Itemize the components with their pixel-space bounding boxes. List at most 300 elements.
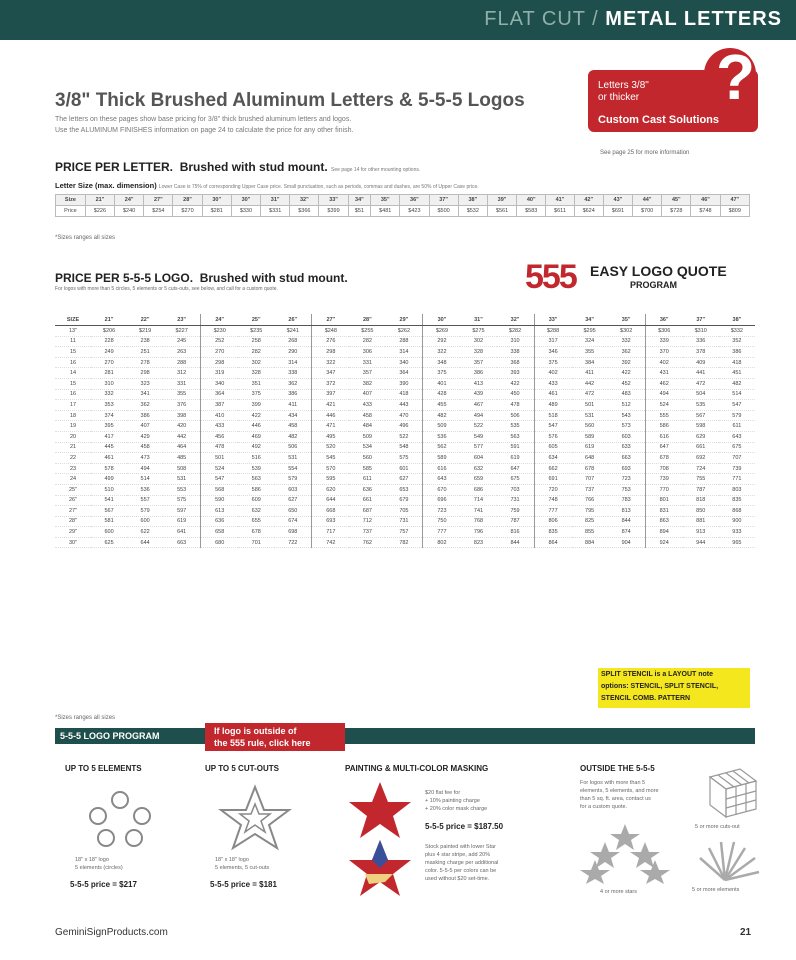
logo-table-cell: 661 — [683, 442, 719, 453]
price-per-letter-heading — [55, 160, 420, 174]
outside-label-cutouts: 5 or more cuts-out — [695, 824, 740, 830]
logo-table-cell: 13" — [55, 326, 91, 337]
logo-table-cell: 386 — [719, 347, 755, 358]
logo-table-cell: 433 — [349, 400, 385, 411]
logo-table-cell: 514 — [719, 389, 755, 400]
logo-table-header-cell: 36" — [645, 314, 683, 326]
logo-table-cell: 429 — [127, 431, 163, 442]
logo-table-cell: 484 — [349, 421, 385, 432]
logo-table-cell: 399 — [238, 400, 274, 411]
logo-table-cell: 268 — [274, 336, 312, 347]
col-painting-caption-1: $20 flat fee for — [425, 790, 461, 796]
logo-table-cell: 600 — [91, 527, 127, 538]
letter-size-cell: 30" — [231, 195, 260, 206]
logo-table-cell: 386 — [460, 368, 496, 379]
logo-table-cell: 577 — [460, 442, 496, 453]
letter-size-cell: 31" — [261, 195, 290, 206]
split-stencil-line-2: options: STENCIL, SPLIT STENCIL, — [601, 683, 719, 690]
logo-table-cell: 723 — [423, 506, 461, 517]
logo-table-cell: 362 — [127, 400, 163, 411]
logo-table-cell: 578 — [91, 463, 127, 474]
logo-table-cell: 270 — [91, 357, 127, 368]
logo-table-cell: 323 — [127, 378, 163, 389]
logo-table-cell: 470 — [385, 410, 423, 421]
logo-table-cell: 451 — [719, 368, 755, 379]
logo-table-cell: 707 — [572, 474, 608, 485]
logo-table-cell: 471 — [312, 421, 350, 432]
letter-size-cell: 24" — [115, 195, 144, 206]
logo-table-cell: 458 — [127, 442, 163, 453]
logo-table-cell: 456 — [201, 431, 239, 442]
logo-table-cell: 473 — [127, 453, 163, 464]
logo-table-cell: 634 — [534, 453, 572, 464]
logo-table-cell: 467 — [460, 400, 496, 411]
logo-table-cell: 835 — [719, 495, 755, 506]
logo-table-cell: 536 — [423, 431, 461, 442]
letter-size-cell: 21" — [85, 195, 114, 206]
logo-table-cell: 420 — [163, 421, 201, 432]
logo-table-cell: 619 — [163, 516, 201, 527]
logo-table-cell: 737 — [572, 484, 608, 495]
logo-table-header-cell: 23" — [163, 314, 201, 326]
logo-table-cell: 707 — [719, 453, 755, 464]
price-per-letter-title: PRICE PER LETTER. — [55, 160, 174, 174]
logo-table-cell: 18 — [55, 410, 91, 421]
logo-table-cell: 393 — [497, 368, 535, 379]
logo-table-cell: 482 — [719, 378, 755, 389]
logo-table-cell: 15 — [55, 347, 91, 358]
col-painting-note-3: masking charge per additional — [425, 860, 499, 866]
logo-table-cell: $288 — [534, 326, 572, 337]
letter-price-cell: $423 — [400, 206, 429, 217]
logo-table-cell: 355 — [163, 389, 201, 400]
logo-table-cell: $302 — [608, 326, 646, 337]
logo-table-cell: 603 — [274, 484, 312, 495]
logo-table-cell: 653 — [385, 484, 423, 495]
logo-table-cell: 567 — [683, 410, 719, 421]
logo-table-cell: 340 — [385, 357, 423, 368]
logo-table-cell: 351 — [238, 378, 274, 389]
red-star-icon — [345, 780, 415, 840]
logo-table-cell: 461 — [91, 453, 127, 464]
logo-table-cell: 680 — [201, 537, 239, 548]
logo-table-cell: 739 — [719, 463, 755, 474]
price-per-letter-note: See page 14 for other mounting options. — [331, 167, 421, 173]
logo-table-cell: 585 — [349, 463, 385, 474]
logo-table-cell: 678 — [645, 453, 683, 464]
logo-table-cell: 589 — [423, 453, 461, 464]
col-painting-note-2: plus 4 star stripe, add 20% — [425, 852, 491, 858]
multicolor-star-icon — [345, 838, 415, 898]
logo-table-cell: 547 — [201, 474, 239, 485]
letter-price-cell: $331 — [261, 206, 290, 217]
logo-table-cell: 531 — [572, 410, 608, 421]
logo-table-cell: 547 — [534, 421, 572, 432]
section-title — [484, 8, 782, 31]
logo-table-cell: 933 — [719, 527, 755, 538]
letter-price-table — [55, 194, 750, 217]
logo-table-cell: 563 — [238, 474, 274, 485]
logo-table-cell: 693 — [608, 463, 646, 474]
logo-table-cell: 816 — [497, 527, 535, 538]
callout-line-1: Letters 3/8" — [598, 80, 649, 91]
logo-table-cell: 378 — [683, 347, 719, 358]
logo-table-cell: 625 — [91, 537, 127, 548]
logo-table-cell: 687 — [349, 506, 385, 517]
logo-table-cell: 560 — [572, 421, 608, 432]
col-elements-price: 5-5-5 price = $217 — [70, 880, 137, 889]
letter-price-cell: $281 — [202, 206, 231, 217]
logo-table-cell: 282 — [238, 347, 274, 358]
letter-size-cell: 44" — [633, 195, 662, 206]
logo-table-cell: 782 — [385, 537, 423, 548]
logo-table-cell: 619 — [572, 442, 608, 453]
logo-table-cell: 382 — [349, 378, 385, 389]
logo-program-bar — [55, 728, 755, 744]
letter-price-cell: $700 — [633, 206, 662, 217]
logo-table-cell: 370 — [645, 347, 683, 358]
logo-table-cell: 462 — [645, 378, 683, 389]
logo-table-cell: 375 — [423, 368, 461, 379]
section-title-right: METAL LETTERS — [605, 8, 782, 30]
logo-table-cell: 341 — [127, 389, 163, 400]
logo-table-cell: 549 — [460, 431, 496, 442]
price-per-letter-subtitle: Brushed with stud mount. — [179, 160, 328, 174]
logo-table-cell: 276 — [312, 336, 350, 347]
logo-table-cell: 762 — [349, 537, 385, 548]
logo-table-cell: 348 — [423, 357, 461, 368]
logo-table-cell: 19 — [55, 421, 91, 432]
logo-table-cell: 319 — [201, 368, 239, 379]
logo-table-cell: 322 — [312, 357, 350, 368]
logo-table-cell: 777 — [534, 506, 572, 517]
logo-table-cell: 384 — [572, 357, 608, 368]
logo-table-cell: 904 — [608, 537, 646, 548]
logo-table-cell: 489 — [534, 400, 572, 411]
logo-table-cell: 332 — [608, 336, 646, 347]
logo-table-cell: 575 — [385, 453, 423, 464]
logo-table-cell: 442 — [572, 378, 608, 389]
letter-size-cell: 33" — [319, 195, 348, 206]
logo-table-cell: $219 — [127, 326, 163, 337]
logo-table-cell: 619 — [497, 453, 535, 464]
letter-size-cell: 40" — [517, 195, 546, 206]
logo-table-cell: 374 — [91, 410, 127, 421]
logo-table-cell: 534 — [349, 442, 385, 453]
logo-table-cell: 445 — [91, 442, 127, 453]
page-number: 21 — [740, 927, 752, 938]
logo-table-cell: 548 — [385, 442, 423, 453]
logo-table-cell: 759 — [497, 506, 535, 517]
logo-table-row — [55, 421, 755, 432]
logo-table-cell: 611 — [349, 474, 385, 485]
col-outside-caption-3: than 5 sq. ft. area, contact us — [580, 796, 651, 802]
logo-table-row — [55, 537, 755, 548]
logo-table-cell: 591 — [497, 442, 535, 453]
footer-website-link[interactable]: GeminiSignProducts.com — [55, 927, 168, 938]
logo-table-cell: 386 — [127, 410, 163, 421]
logo-table-cell: $275 — [460, 326, 496, 337]
logo-table-cell: 336 — [683, 336, 719, 347]
logo-table-cell: 818 — [683, 495, 719, 506]
col-cutouts-caption-1: 18" x 18" logo — [215, 857, 249, 863]
logo-table-cell: 338 — [497, 347, 535, 358]
letter-size-cell: 37" — [429, 195, 458, 206]
letter-price-cell: $728 — [662, 206, 691, 217]
outside-rule-line-2: the 555 rule, click here — [214, 738, 311, 748]
letter-price-cell: Price — [56, 206, 86, 217]
logo-table-cell: 894 — [645, 527, 683, 538]
logo-table-cell: 554 — [274, 463, 312, 474]
logo-table-cell: 252 — [201, 336, 239, 347]
col-outside-caption-4: for a custom quote. — [580, 804, 628, 810]
letter-size-cell: 38" — [458, 195, 487, 206]
logo-table-cell: 413 — [460, 378, 496, 389]
logo-table-cell: 616 — [423, 463, 461, 474]
letter-size-cell: 42" — [574, 195, 603, 206]
col-elements-caption-1: 18" x 18" logo — [75, 857, 109, 863]
logo-table-cell: 670 — [423, 484, 461, 495]
logo-table-cell: 705 — [385, 506, 423, 517]
logo-table-cell: 803 — [719, 484, 755, 495]
logo-table-cell: 731 — [497, 495, 535, 506]
letter-price-cell: $481 — [371, 206, 400, 217]
logo-table-cell: 314 — [385, 347, 423, 358]
letter-size-cell: 27" — [144, 195, 173, 206]
outside-label-elements: 5 or more elements — [692, 887, 740, 893]
logo-table-row — [55, 474, 755, 485]
logo-table-cell: 643 — [719, 431, 755, 442]
logo-table-cell: 535 — [497, 421, 535, 432]
logo-table-cell: 421 — [312, 400, 350, 411]
logo-table-cell: 390 — [385, 378, 423, 389]
logo-table-cell: 675 — [497, 474, 535, 485]
logo-table-cell: 346 — [534, 347, 572, 358]
col-painting-note-5: used without $20 set-time. — [425, 876, 490, 882]
logo-table-cell: 723 — [608, 474, 646, 485]
logo-table-cell: 29" — [55, 527, 91, 538]
logo-table-cell: 913 — [683, 527, 719, 538]
logo-table-cell: 398 — [163, 410, 201, 421]
intro-line-1: The letters on these pages show base pricing for 3/8" thick brushed aluminum letters and logos. — [55, 116, 352, 123]
logo-table-row — [55, 357, 755, 368]
col-elements-caption-2: 5 elements (circles) — [75, 865, 123, 871]
logo-table-cell: 270 — [201, 347, 239, 358]
logo-table-cell: 881 — [683, 516, 719, 527]
col-outside-caption-1: For logos with more than 5 — [580, 780, 646, 786]
logo-table-cell: $255 — [349, 326, 385, 337]
logo-table-cell: 495 — [312, 431, 350, 442]
callout-line-3: Custom Cast Solutions — [598, 114, 720, 126]
price-per-logo-heading — [55, 271, 348, 285]
logo-table-cell: 509 — [349, 431, 385, 442]
logo-table-cell: 245 — [163, 336, 201, 347]
logo-table-cell: 446 — [238, 421, 274, 432]
logo-table-cell: 714 — [460, 495, 496, 506]
logo-table-header-cell: 30" — [423, 314, 461, 326]
logo-table-cell: 647 — [497, 463, 535, 474]
logo-table-cell: 701 — [238, 537, 274, 548]
logo-table-cell: 535 — [683, 400, 719, 411]
logo-table-cell: 900 — [719, 516, 755, 527]
logo-table-row — [55, 410, 755, 421]
logo-table-cell: $235 — [238, 326, 274, 337]
logo-table-cell: 576 — [534, 431, 572, 442]
logo-table-cell: 407 — [349, 389, 385, 400]
logo-table-cell: 627 — [385, 474, 423, 485]
logo-table-cell: 418 — [385, 389, 423, 400]
letter-size-cell: 35" — [371, 195, 400, 206]
logo-table-cell: 539 — [238, 463, 274, 474]
logo-table-cell: 302 — [238, 357, 274, 368]
split-stencil-line-3: STENCIL COMB. PATTERN — [601, 695, 691, 702]
letter-price-cell: $399 — [319, 206, 348, 217]
letter-size-row — [56, 195, 750, 206]
logo-table-cell: 522 — [460, 421, 496, 432]
logo-table-cell: 331 — [163, 378, 201, 389]
logo-table-cell: 433 — [534, 378, 572, 389]
letter-size-cell: 46" — [691, 195, 720, 206]
logo-program-label: 5-5-5 LOGO PROGRAM — [60, 731, 160, 741]
logo-table-cell: 589 — [572, 431, 608, 442]
logo-table-cell: 402 — [645, 357, 683, 368]
logo-table-cell: 263 — [163, 347, 201, 358]
logo-table-cell: 428 — [423, 389, 461, 400]
logo-table-cell: 737 — [349, 527, 385, 538]
logo-table-cell: 783 — [608, 495, 646, 506]
logo-table-header-row — [55, 314, 755, 326]
logo-table-cell: 562 — [423, 442, 461, 453]
logo-table-cell: 431 — [645, 368, 683, 379]
logo-table-cell: 675 — [719, 442, 755, 453]
letter-size-cell: 39" — [487, 195, 516, 206]
letter-price-cell: $226 — [85, 206, 114, 217]
logo-table-row — [55, 389, 755, 400]
five-element-logo-icon — [80, 782, 160, 852]
letter-price-cell: $254 — [144, 206, 173, 217]
logo-table-cell: 422 — [497, 378, 535, 389]
logo-table-cell: 20 — [55, 431, 91, 442]
col-cutouts-price: 5-5-5 price = $181 — [210, 880, 277, 889]
logo-table-cell: 531 — [163, 474, 201, 485]
logo-table-cell: 604 — [460, 453, 496, 464]
letter-price-cell: $691 — [603, 206, 632, 217]
logo-table-cell: 387 — [201, 400, 239, 411]
logo-table-cell: 844 — [608, 516, 646, 527]
logo-table-cell: 944 — [683, 537, 719, 548]
logo-table-cell: 23 — [55, 463, 91, 474]
letter-price-row — [56, 206, 750, 217]
logo-table-cell: 496 — [385, 421, 423, 432]
price-per-logo-subtitle: Brushed with stud mount. — [199, 271, 348, 285]
logo-table-cell: 597 — [163, 506, 201, 517]
logo-table-header-cell: 34" — [572, 314, 608, 326]
logo-table-cell: 422 — [238, 410, 274, 421]
logo-table-cell: 368 — [497, 357, 535, 368]
section-title-left: FLAT CUT / — [484, 8, 599, 30]
logo-table-header-cell: 26" — [274, 314, 312, 326]
logo-table-cell: 750 — [423, 516, 461, 527]
logo-table-cell: 478 — [201, 442, 239, 453]
logo-table-cell: 418 — [719, 357, 755, 368]
logo-table-cell: 450 — [497, 389, 535, 400]
logo-table-cell: 516 — [238, 453, 274, 464]
letter-size-cell: 43" — [603, 195, 632, 206]
logo-table-cell: 508 — [163, 463, 201, 474]
logo-table-cell: 636 — [201, 516, 239, 527]
logo-table-header-cell: 29" — [385, 314, 423, 326]
letter-price-cell: $366 — [290, 206, 319, 217]
logo-table-row — [55, 506, 755, 517]
logo-table-cell: $262 — [385, 326, 423, 337]
logo-table-cell: 314 — [274, 357, 312, 368]
logo-table-cell: 644 — [127, 537, 163, 548]
letter-size-label — [55, 181, 479, 190]
logo-table-cell: 620 — [312, 484, 350, 495]
logo-table-cell: 434 — [274, 410, 312, 421]
logo-table-cell: 611 — [719, 421, 755, 432]
logo-table-cell: 347 — [312, 368, 350, 379]
logo-table-cell: 501 — [201, 453, 239, 464]
logo-table-cell: 402 — [534, 368, 572, 379]
logo-table-cell: 455 — [423, 400, 461, 411]
letter-size-cell: 41" — [546, 195, 574, 206]
logo-table-cell: $295 — [572, 326, 608, 337]
logo-table-cell: 787 — [683, 484, 719, 495]
col-outside-title: OUTSIDE THE 5-5-5 — [580, 764, 655, 773]
logo-table-cell: 15 — [55, 378, 91, 389]
logo-footnote: *Sizes ranges all sizes — [55, 715, 116, 721]
logo-table-header-cell: SIZE — [55, 314, 91, 326]
logo-table-header-cell: 35" — [608, 314, 646, 326]
logo-table-cell: 659 — [460, 474, 496, 485]
logo-table-cell: 386 — [274, 389, 312, 400]
col-painting-note-1: Stock painted with lower Star — [425, 844, 496, 850]
logo-table-cell: $306 — [645, 326, 683, 337]
logo-price-table — [55, 314, 755, 548]
col-cutouts-title: UP TO 5 CUT-OUTS — [205, 764, 279, 773]
logo-table-cell: 850 — [683, 506, 719, 517]
logo-table-cell: 787 — [497, 516, 535, 527]
logo-table-row — [55, 368, 755, 379]
logo-table-cell: 616 — [645, 431, 683, 442]
logo-table-cell: 777 — [423, 527, 461, 538]
logo-table-cell: 686 — [460, 484, 496, 495]
logo-table-cell: 524 — [201, 463, 239, 474]
logo-table-cell: 557 — [127, 495, 163, 506]
logo-table-cell: 524 — [645, 400, 683, 411]
logo-table-cell: $241 — [274, 326, 312, 337]
logo-table-cell: 560 — [349, 453, 385, 464]
logo-table-cell: 753 — [608, 484, 646, 495]
logo-table-cell: 692 — [683, 453, 719, 464]
logo-table-cell: 282 — [349, 336, 385, 347]
logo-table-cell: 579 — [274, 474, 312, 485]
letter-price-cell: $500 — [429, 206, 458, 217]
logo-table-cell: 357 — [349, 368, 385, 379]
logo-table-cell: 353 — [91, 400, 127, 411]
logo-table-cell: 409 — [683, 357, 719, 368]
logo-table-cell: 643 — [423, 474, 461, 485]
logo-table-cell: 698 — [274, 527, 312, 538]
logo-table-cell: 543 — [608, 410, 646, 421]
logo-table-header-cell: 25" — [238, 314, 274, 326]
logo-table-cell: 249 — [91, 347, 127, 358]
sunburst-icon — [695, 838, 760, 883]
logo-table-cell: 884 — [572, 537, 608, 548]
logo-table-header-cell: 22" — [127, 314, 163, 326]
logo-table-cell: 579 — [719, 410, 755, 421]
